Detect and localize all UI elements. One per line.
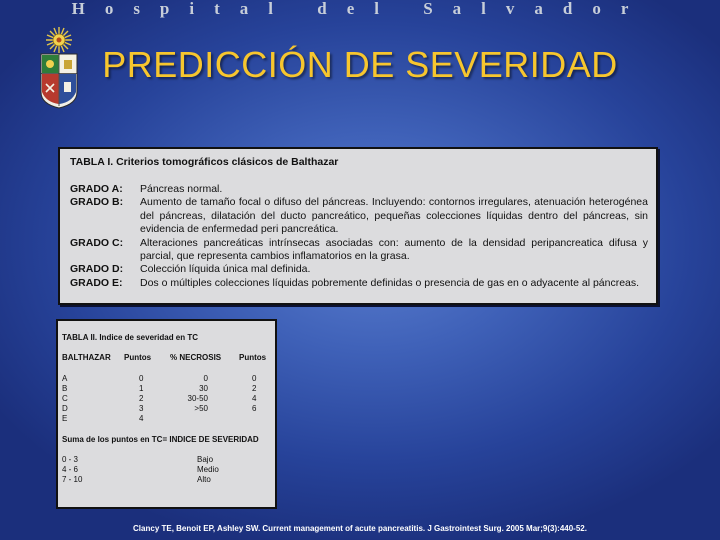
points-cell: 0 — [139, 374, 144, 383]
column-header: Puntos — [239, 353, 267, 362]
grade-description: Páncreas normal. — [140, 183, 223, 195]
severity-sum-label: Suma de los puntos en TC= INDICE DE SEVERIDAD — [62, 435, 259, 444]
severity-index-table — [56, 319, 277, 509]
table2-caption: TABLA II. Indice de severidad en TC — [62, 333, 199, 342]
grade-cell: E — [62, 414, 68, 423]
severity-level: Alto — [197, 475, 211, 484]
hospital-header: Hospital del Salvador — [71, 0, 649, 18]
necrosis-points-cell: 2 — [252, 384, 257, 393]
grade-label: GRADO E: — [70, 276, 123, 289]
necrosis-points-cell: 4 — [252, 394, 257, 403]
grade-label: GRADO B: — [70, 196, 124, 209]
citation: Clancy TE, Benoit EP, Ashley SW. Current management of acute pancreatitis. J Gastrointest Surg. 2005 Mar;9(3):440-52. — [133, 524, 587, 533]
grade-cell: B — [62, 384, 68, 393]
balthazar-criteria-table — [58, 147, 658, 305]
column-header: BALTHAZAR — [62, 353, 111, 362]
severity-range: 7 - 10 — [62, 475, 83, 484]
grade-description: Dos o múltiples colecciones líquidas pobremente definidas o presencia de gas en o adyacente al páncreas. — [140, 276, 640, 289]
points-cell: 1 — [139, 384, 144, 393]
grade-cell: C — [62, 394, 68, 403]
grade-description: Colección líquida única mal definida. — [140, 263, 311, 276]
necrosis-cell: >50 — [194, 404, 208, 413]
grade-cell: A — [62, 374, 68, 383]
column-header: % NECROSIS — [170, 353, 222, 362]
necrosis-cell: 0 — [203, 374, 208, 383]
severity-range: 0 - 3 — [62, 455, 79, 464]
grade-label: GRADO D: — [70, 263, 124, 276]
severity-range: 4 - 6 — [62, 465, 79, 474]
necrosis-cell: 30-50 — [187, 394, 208, 403]
page-title: PREDICCIÓN DE SEVERIDAD — [102, 44, 618, 85]
grade-label: GRADO A: — [70, 183, 123, 195]
necrosis-points-cell: 0 — [252, 374, 257, 383]
points-cell: 4 — [139, 414, 144, 423]
points-cell: 2 — [139, 394, 144, 403]
grade-description: Alteraciones pancreáticas intrínsecas asociadas con: aumento de la densidad peripancreatica difusa y parcial, que representa cambios inflamatorios en la grasa. — [140, 236, 648, 262]
severity-level: Bajo — [197, 455, 214, 464]
severity-level: Medio — [197, 465, 219, 474]
necrosis-points-cell: 6 — [252, 404, 257, 413]
grade-label: GRADO C: — [70, 236, 124, 249]
points-cell: 3 — [139, 404, 144, 413]
column-header: Puntos — [124, 353, 152, 362]
grade-description: Aumento de tamaño focal o difuso del páncreas. Incluyendo: contornos irregulares, atenuación heterogénea del páncreas, dilatación del ducto pancreático, pequeñas colecciones líquidas dentro del páncreas, sin evidencia de enfermedad peri pancreática. — [140, 196, 648, 236]
necrosis-cell: 30 — [199, 384, 208, 393]
table1-caption: TABLA I. Criterios tomográficos clásicos de Balthazar — [70, 156, 339, 168]
grade-cell: D — [62, 404, 68, 413]
